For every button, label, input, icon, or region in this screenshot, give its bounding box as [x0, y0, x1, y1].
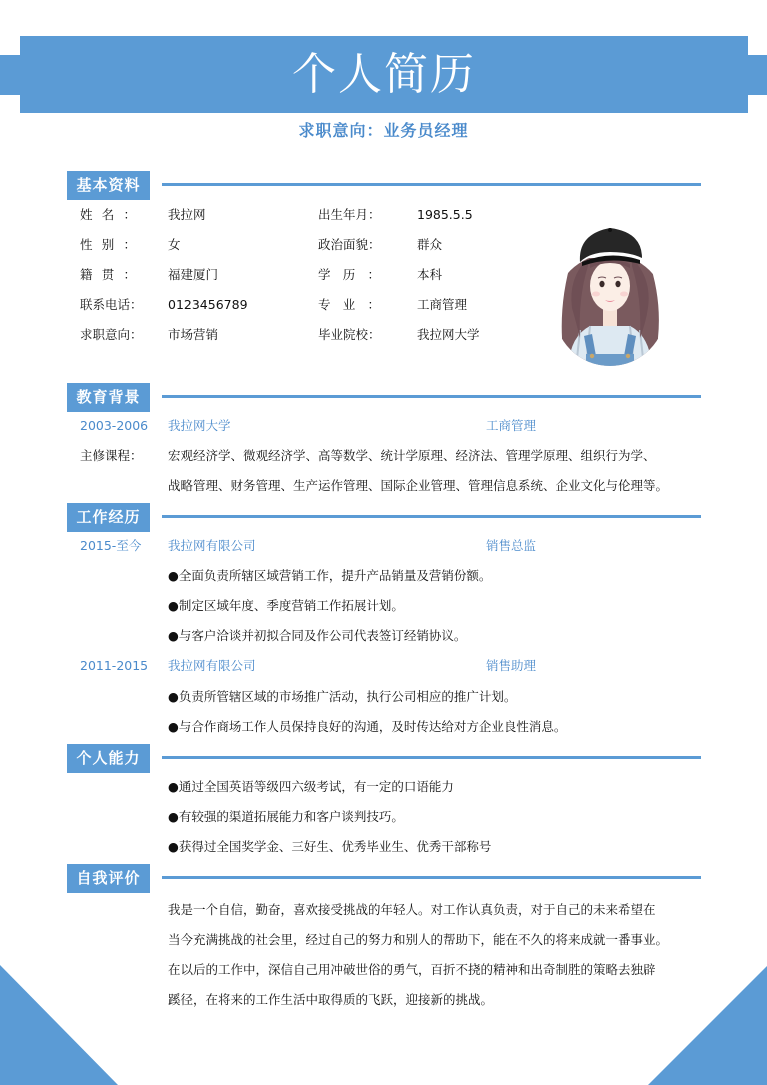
- section-divider: [162, 515, 701, 518]
- section-divider: [162, 876, 701, 879]
- banner-wing-right: [748, 55, 767, 95]
- value-degree: 本科: [417, 267, 443, 282]
- label-school: 毕业院校：: [318, 327, 381, 342]
- courses-label: 主修课程：: [80, 448, 143, 463]
- corner-triangle-right: [648, 966, 767, 1085]
- value-hometown: 福建厦门: [168, 267, 219, 282]
- courses-line: 战略管理、财务管理、生产运作管理、国际企业管理、管理信息系统、企业文化与伦理等。: [168, 478, 669, 493]
- skill-item: ●通过全国英语等级四六级考试，有一定的口语能力: [168, 779, 454, 794]
- education-period: 2003-2006: [80, 418, 149, 433]
- section-heading-self-eval: 自我评价: [67, 864, 150, 893]
- value-major: 工商管理: [417, 297, 468, 312]
- job-duty: ●与客户洽谈并初拟合同及作公司代表签订经销协议。: [168, 628, 467, 643]
- self-eval-line: 在以后的工作中，深信自己用冲破世俗的勇气，百折不挠的精神和出奇制胜的策略去独辟: [168, 962, 656, 977]
- value-name: 我拉网: [168, 207, 206, 222]
- courses-line: 宏观经济学、微观经济学、高等数学、统计学原理、经济法、管理学原理、组织行为学、: [168, 448, 656, 463]
- skill-item: ●获得过全国奖学金、三好生、优秀毕业生、优秀干部称号: [168, 839, 492, 854]
- job-title: 销售总监: [486, 538, 537, 553]
- label-political: 政治面貌：: [318, 237, 381, 252]
- job-period: 2015-至今: [80, 538, 142, 553]
- education-major: 工商管理: [486, 418, 537, 433]
- section-heading-skills: 个人能力: [67, 744, 150, 773]
- job-company: 我拉网有限公司: [168, 658, 256, 673]
- label-hometown: 籍贯：: [80, 267, 136, 282]
- job-duty: ●制定区域年度、季度营销工作拓展计划。: [168, 598, 404, 613]
- label-major: 专业：: [318, 297, 380, 312]
- job-duty: ●与合作商场工作人员保持良好的沟通，及时传达给对方企业良性消息。: [168, 719, 567, 734]
- skill-item: ●有较强的渠道拓展能力和客户谈判技巧。: [168, 809, 404, 824]
- label-birth: 出生年月：: [318, 207, 381, 222]
- value-gender: 女: [168, 237, 181, 252]
- avatar: [550, 218, 670, 368]
- education-school: 我拉网大学: [168, 418, 231, 433]
- section-heading-basic-info: 基本资料: [67, 171, 150, 200]
- section-heading-education: 教育背景: [67, 383, 150, 412]
- section-divider: [162, 756, 701, 759]
- label-objective: 求职意向：: [80, 327, 143, 342]
- value-political: 群众: [417, 237, 443, 252]
- value-school: 我拉网大学: [417, 327, 480, 342]
- value-birth: 1985.5.5: [417, 207, 473, 222]
- label-phone: 联系电话：: [80, 297, 143, 312]
- job-period: 2011-2015: [80, 658, 149, 673]
- job-duty: ●负责所管辖区域的市场推广活动，执行公司相应的推广计划。: [168, 689, 517, 704]
- section-divider: [162, 395, 701, 398]
- self-eval-line: 蹊径，在将来的工作生活中取得质的飞跃，迎接新的挑战。: [168, 992, 494, 1007]
- avatar-illustration-icon: [550, 218, 670, 368]
- label-gender: 性别：: [80, 237, 136, 252]
- job-company: 我拉网有限公司: [168, 538, 256, 553]
- job-title: 销售助理: [486, 658, 537, 673]
- corner-triangle-left: [0, 965, 118, 1085]
- label-degree: 学历：: [318, 267, 380, 282]
- banner-wing-left: [0, 55, 20, 95]
- job-duty: ●全面负责所辖区域营销工作，提升产品销量及营销份额。: [168, 568, 492, 583]
- value-phone: 0123456789: [168, 297, 248, 312]
- label-name: 姓名：: [80, 207, 136, 222]
- page-title: 个人简历: [292, 49, 476, 100]
- section-heading-work: 工作经历: [67, 503, 150, 532]
- job-objective-subtitle: 求职意向：业务员经理: [298, 121, 469, 140]
- section-divider: [162, 183, 701, 186]
- self-eval-line: 当今充满挑战的社会里，经过自己的努力和别人的帮助下，能在不久的将来成就一番事业。: [168, 932, 669, 947]
- value-objective: 市场营销: [168, 327, 219, 342]
- self-eval-line: 我是一个自信，勤奋，喜欢接受挑战的年轻人。对工作认真负责，对于自己的未来希望在: [168, 902, 656, 917]
